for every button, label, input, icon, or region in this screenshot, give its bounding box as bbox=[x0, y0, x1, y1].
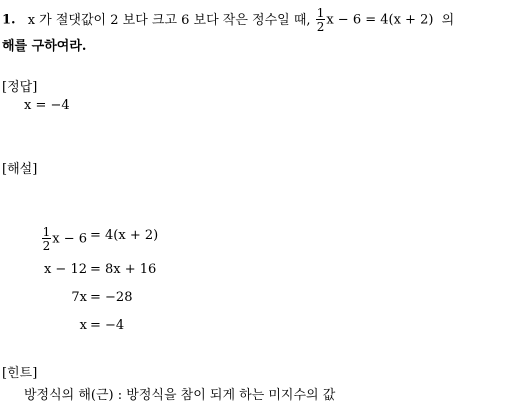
solution-step-3 bbox=[0, 288, 532, 308]
problem-number: 1. bbox=[2, 12, 16, 28]
problem-line-2: 해를 구하여라. bbox=[2, 39, 87, 54]
problem-equation: x − 6 = 4(x + 2) bbox=[326, 12, 434, 28]
solution-step-3-rhs: = −28 bbox=[90, 290, 133, 305]
solution-step-4 bbox=[0, 316, 532, 336]
solution-step-3-lhs: 7x bbox=[71, 290, 87, 305]
hint-text: 방정식의 해(근) : 방정식을 참이 되게 하는 미지수의 값 bbox=[24, 388, 336, 403]
hint-header: [힌트] bbox=[2, 366, 38, 381]
answer-header: [정답] bbox=[2, 80, 38, 95]
problem-fraction-numerator: 1 bbox=[316, 6, 325, 20]
solution-step-4-lhs: x bbox=[79, 318, 87, 333]
solution-step-1-lhs-rest: x − 6 bbox=[52, 231, 87, 247]
solution-step-2-rhs: = 8x + 16 bbox=[90, 262, 157, 277]
answer-value: x = −4 bbox=[24, 98, 70, 113]
solution-step-2-lhs: x − 12 bbox=[43, 262, 87, 277]
solution-step-1-denominator: 2 bbox=[42, 239, 51, 253]
problem-statement-end: 의 bbox=[441, 12, 455, 28]
solution-step-1-lhs bbox=[41, 226, 87, 252]
solution-step-1-numerator: 1 bbox=[42, 225, 51, 239]
solution-header: [해설] bbox=[2, 162, 38, 177]
solution-step-4-rhs: = −4 bbox=[90, 318, 125, 333]
solution-step-1-fraction bbox=[42, 226, 52, 252]
solution-step-1-rhs: = 4(x + 2) bbox=[90, 228, 159, 243]
problem-fraction-denominator: 2 bbox=[316, 20, 325, 34]
solution-step-2 bbox=[0, 260, 532, 280]
solution-step-1 bbox=[0, 225, 532, 253]
problem-statement: x 가 절댓값이 2 보다 크고 6 보다 작은 정수일 때, bbox=[27, 12, 311, 28]
